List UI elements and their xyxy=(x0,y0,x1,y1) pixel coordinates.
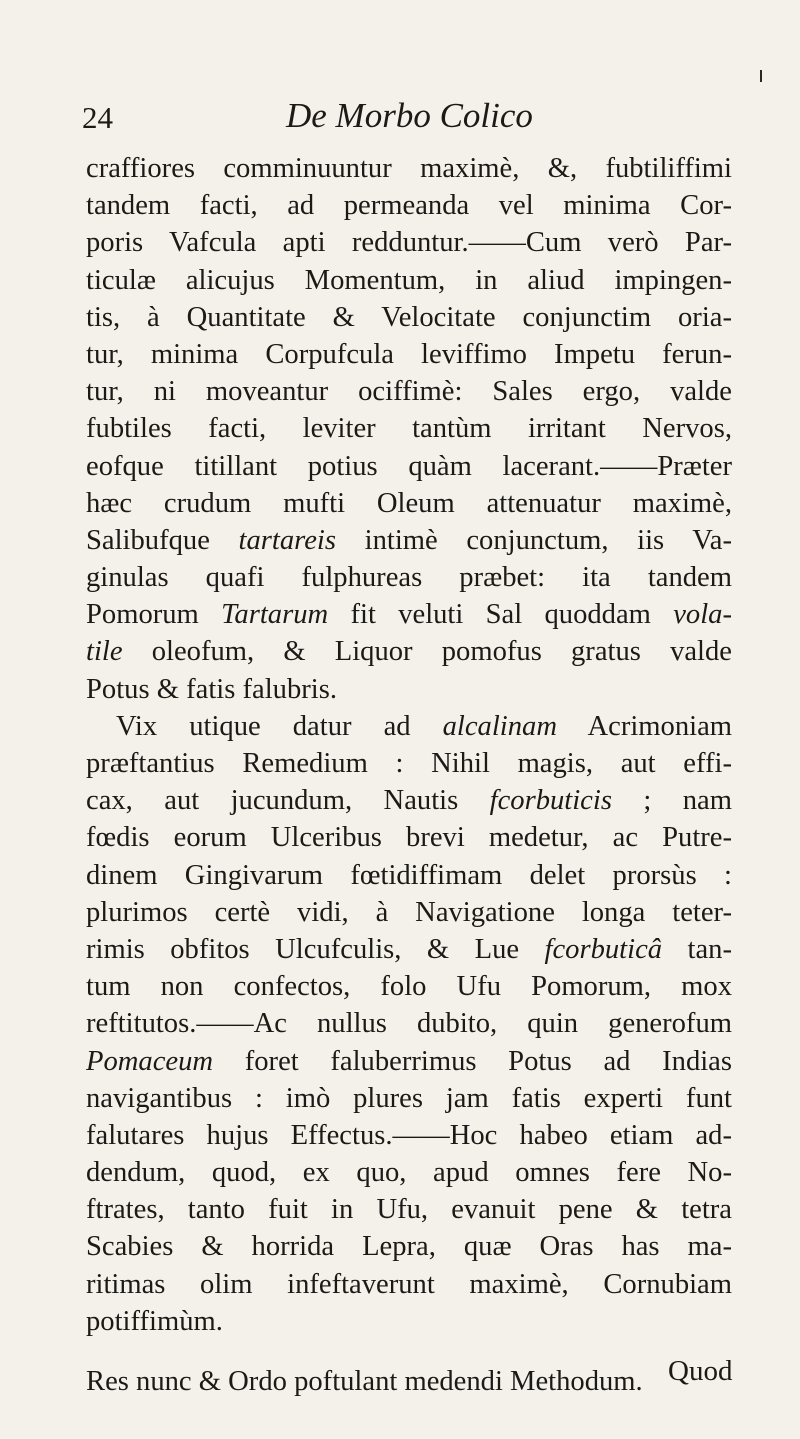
text-segment: ritimas olim infeftaverunt maximè, Cornubiam xyxy=(86,1268,732,1300)
text-segment: præftantius Remedium : Nihil magis, aut effi- xyxy=(86,748,732,779)
text-segment: fœdis eorum Ulceribus brevi medetur, ac Putre- xyxy=(86,822,732,854)
print-mark xyxy=(760,70,762,82)
text-line xyxy=(86,708,732,745)
text-line xyxy=(86,410,732,447)
text-segment: craffiores comminuuntur maximè, &, fubtiliffimi xyxy=(86,153,732,184)
text-line xyxy=(86,1005,732,1042)
text-line xyxy=(86,485,732,522)
catchword: Quod xyxy=(668,1355,733,1387)
text-line xyxy=(86,931,732,968)
italic-text: Tartarum xyxy=(221,599,329,631)
text-segment: Scabies & horrida Lepra, quæ Oras has ma- xyxy=(86,1231,732,1263)
text-segment: tan- xyxy=(662,933,732,965)
text-segment: plurimos certè vidi, à Navigatione longa teter- xyxy=(86,896,732,928)
text-segment: Salibufque xyxy=(86,524,239,556)
text-line xyxy=(86,224,732,261)
text-segment: fit veluti Sal quoddam xyxy=(328,599,674,631)
text-line xyxy=(86,1117,732,1154)
text-segment: eofque titillant potius quàm lacerant.——Præter xyxy=(86,450,732,482)
italic-text: fcorbuticâ xyxy=(544,933,663,965)
text-segment: tur, ni moveantur ociffimè: Sales ergo, valde xyxy=(86,376,732,408)
italic-text: tile xyxy=(86,636,123,668)
text-segment: dendum, quod, ex quo, apud omnes fere No- xyxy=(86,1157,732,1189)
text-segment: poris Vafcula apti redduntur.——Cum verò Par- xyxy=(86,227,732,259)
text-line xyxy=(86,1191,732,1228)
text-line xyxy=(86,819,732,856)
text-line xyxy=(86,857,732,894)
text-segment: Potus & fatis falubris. xyxy=(86,673,337,705)
text-line xyxy=(86,448,732,485)
italic-text: vola- xyxy=(673,599,732,631)
text-line xyxy=(86,782,732,819)
text-segment: Pomorum xyxy=(86,599,222,631)
text-segment: rimis obfitos Ulcufculis, & Lue xyxy=(86,933,545,965)
italic-text: Pomaceum xyxy=(86,1045,214,1077)
text-segment: ticulæ alicujus Momentum, in aliud impingen- xyxy=(86,264,732,296)
text-segment: Res nunc & Ordo poftulant medendi Methodum. xyxy=(86,1366,643,1397)
text-segment: tis, à Quantitate & Velocitate conjunctim oria- xyxy=(86,301,732,333)
text-line xyxy=(86,596,732,633)
text-segment: reftitutos.——Ac nullus dubito, quin generofum xyxy=(86,1008,732,1040)
text-line xyxy=(86,187,732,224)
text-segment: ftrates, tanto fuit in Ufu, evanuit pene & tetra xyxy=(86,1194,732,1226)
text-line xyxy=(86,1080,732,1117)
text-segment: oleofum, & Liquor pomofus gratus valde xyxy=(122,636,732,668)
text-line xyxy=(86,894,732,931)
text-segment: Vix utique datur ad xyxy=(116,710,443,742)
text-line xyxy=(86,1303,732,1340)
text-segment: fubtiles facti, leviter tantùm irritant Nervos, xyxy=(86,413,732,445)
paragraph-gap xyxy=(86,1340,732,1363)
text-line xyxy=(86,522,732,559)
page-number: 24 xyxy=(82,100,113,135)
text-line xyxy=(86,559,732,596)
text-segment: tum non confectos, folo Ufu Pomorum, mox xyxy=(86,971,732,1003)
text-segment: cax, aut jucundum, Nautis xyxy=(86,785,490,817)
text-segment: tandem facti, ad permeanda vel minima Cor- xyxy=(86,190,732,222)
text-line xyxy=(86,968,732,1005)
text-line xyxy=(86,1228,732,1265)
text-line xyxy=(86,671,732,708)
text-line xyxy=(86,299,732,336)
text-segment: Acrimoniam xyxy=(557,710,732,742)
text-line xyxy=(86,150,732,187)
text-segment: ginulas quafi fulphureas præbet: ita tandem xyxy=(86,562,732,594)
text-segment: potiffimùm. xyxy=(86,1305,223,1337)
text-line xyxy=(86,262,732,299)
text-segment: intimè conjunctum, iis Va- xyxy=(336,524,732,556)
text-segment: hæc crudum mufti Oleum attenuatur maximè, xyxy=(86,487,732,519)
text-line xyxy=(86,1043,732,1080)
text-line xyxy=(86,336,732,373)
text-segment: ; nam xyxy=(611,785,732,817)
text-segment: tur, minima Corpufcula leviffimo Impetu ferun- xyxy=(86,338,732,370)
text-segment: navigantibus : imò plures jam fatis experti funt xyxy=(86,1082,732,1114)
text-line xyxy=(86,373,732,410)
text-segment: foret faluberrimus Potus ad Indias xyxy=(213,1045,732,1077)
text-line xyxy=(86,633,732,670)
text-line xyxy=(86,1363,732,1400)
text-line xyxy=(86,1154,732,1191)
text-segment: falutares hujus Effectus.——Hoc habeo etiam ad- xyxy=(86,1119,732,1151)
italic-text: tartareis xyxy=(238,524,336,556)
running-head xyxy=(82,96,722,142)
text-line xyxy=(86,1266,732,1303)
italic-text: alcalinam xyxy=(442,710,557,742)
body-text xyxy=(86,150,732,1400)
text-line xyxy=(86,745,732,782)
text-segment: dinem Gingivarum fœtidiffimam delet prorsùs : xyxy=(86,859,732,891)
italic-text: fcorbuticis xyxy=(489,785,612,817)
running-title: De Morbo Colico xyxy=(286,96,533,135)
